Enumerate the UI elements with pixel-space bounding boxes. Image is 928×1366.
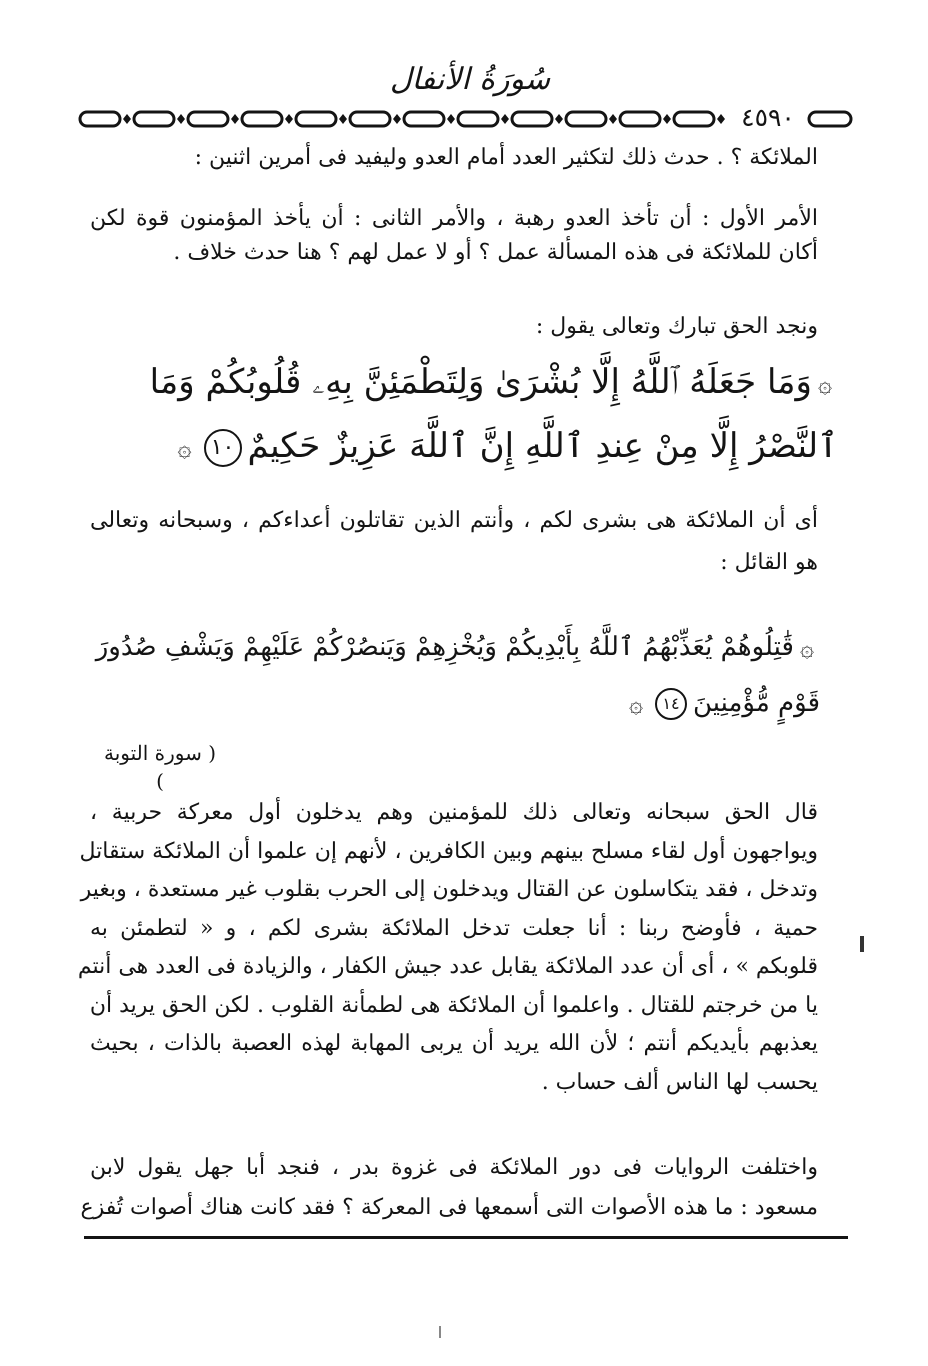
text-line: يا من خرجتم للقتال . واعلموا أن الملائكة هى لطمأنة القلوب . لكن الحق يريد أن — [89, 992, 818, 1018]
chain-link — [404, 112, 444, 126]
text-line: أى أن الملائكة هى بشرى لكم ، وأنتم الذين تقاتلون أعداءكم ، وسبحانه وتعالى — [90, 508, 819, 533]
paragraph-4 — [90, 506, 818, 578]
chain-diamond — [177, 114, 185, 124]
verse-text: وَمَا جَعَلَهُ ٱللَّهُ إِلَّا بُشْرَىٰ وَلِتَطْمَئِنَّ بِهِۦ قُلُوبُكُمْ وَمَا — [149, 362, 812, 402]
chain-link — [242, 112, 282, 126]
decorative-border-end — [806, 108, 854, 130]
paragraph-2 — [90, 204, 818, 268]
chain-diamond — [285, 114, 293, 124]
verse-close-ornament: ۞ — [177, 434, 192, 462]
text-line: هو القائل : — [720, 550, 818, 575]
chain-link — [458, 112, 498, 126]
chain-diamond — [555, 114, 563, 124]
chain-link — [620, 112, 660, 126]
decorative-border — [78, 108, 728, 130]
text-line: قال الحق سبحانه وتعالى ذلك للمؤمنين وهم يدخلون أول معركة حربية ، — [90, 800, 818, 825]
text-line: حمية ، فأوضح ربنا : أنا جعلت تدخل الملائكة بشرى لكم ، و « لتطمئن به — [90, 915, 818, 941]
chain-diamond — [717, 114, 725, 124]
margin-mark — [860, 936, 864, 952]
ayah-number-badge: ١٤ — [655, 688, 687, 720]
verse-text: قَٰتِلُوهُمْ يُعَذِّبْهُمُ ٱللَّهُ بِأَيْدِيكُمْ وَيُخْزِهِمْ وَيَنصُرْكُمْ عَلَيْهِمْ وَيَشْفِ صُدُورَ — [95, 632, 794, 662]
chain-link — [134, 112, 174, 126]
quran-verse-line-2 — [170, 424, 838, 470]
chain-link — [566, 112, 606, 126]
chain-diamond — [501, 114, 509, 124]
verse-text: قَوْمٍ مُّؤْمِنِينَ — [693, 688, 820, 718]
verse-close-ornament: ۞ — [628, 690, 643, 718]
chain-diamond — [231, 114, 239, 124]
quran-verse2-line-1 — [95, 630, 820, 665]
paragraph-5 — [77, 794, 818, 1102]
text-line: الملائكة ؟ . حدث ذلك لتكثير العدد أمام العدو وليفيد فى أمرين اثنين : — [194, 145, 818, 170]
chain-diamond — [393, 114, 401, 124]
verse-open-ornament: ۞ — [817, 370, 832, 398]
chain-diamond — [447, 114, 455, 124]
chain-link — [350, 112, 390, 126]
text-line: الأمر الأول : أن تأخذ العدو رهبة ، والأمر الثانى : أن يأخذ المؤمنون قوة لكن — [90, 206, 818, 231]
chain-link — [296, 112, 336, 126]
text-line: ويواجهون أول لقاء مسلح بينهم وبين الكافرين ، لأنهم إن علموا أن الملائكة ستقاتل — [79, 838, 818, 864]
text-line: واختلفت الروايات فى دور الملائكة فى غزوة بدر ، فنجد أبا جهل يقول لابن — [90, 1155, 818, 1180]
chain-diamond — [609, 114, 617, 124]
text-line: وتدخل ، فقد يتكاسلون عن القتال ويدخلون إلى الحرب بقلوب غير مستعدة ، وبغير — [80, 877, 818, 902]
verse-open-ornament: ۞ — [799, 634, 814, 662]
chain-diamond — [663, 114, 671, 124]
text-line: يحسب لها الناس ألف حساب . — [541, 1069, 818, 1095]
verse-text: ٱلنَّصْرُ إِلَّا مِنْ عِندِ ٱللَّهِ إِنَّ ٱللَّهَ عَزِيزٌ حَكِيمٌ — [247, 426, 838, 466]
chain-diamond — [339, 114, 347, 124]
verse-source: ( سورة التوبة ) — [103, 741, 217, 793]
paragraph-3 — [90, 312, 818, 342]
page-speck — [439, 1326, 441, 1338]
paragraph-6 — [80, 1148, 818, 1228]
text-line: ونجد الحق تبارك وتعالى يقول : — [535, 314, 818, 339]
quran-verse-line-1 — [149, 360, 838, 406]
quran-verse2-line-2 — [560, 686, 820, 721]
ayah-number-badge: ١٠ — [204, 429, 242, 467]
chain-link — [188, 112, 228, 126]
chain-link — [80, 112, 120, 126]
text-line: يعذبهم بأيديكم أنتم ؛ لأن الله يريد أن يربى المهابة لهذه العصبة بالذات ، بحيث — [90, 1031, 818, 1056]
bottom-rule — [84, 1236, 848, 1239]
text-line: مسعود : ما هذه الأصوات التى أسمعها فى المعركة ؟ فقد كانت هناك أصوات تُفزع — [80, 1195, 818, 1220]
text-line: أكان للملائكة فى هذه المسألة عمل ؟ أو لا عمل لهم ؟ هنا حدث خلاف . — [173, 240, 818, 265]
page-number: ٤٥٩٠ — [741, 103, 795, 132]
chain-link — [512, 112, 552, 126]
text-line: قلوبكم » ، أى أن عدد الملائكة يقابل عدد جيش الكفار ، والزيادة فى العدد هى أنتم — [77, 954, 818, 979]
chain-diamond — [123, 114, 131, 124]
chain-link — [674, 112, 714, 126]
surah-title: سُورَةُ الأنفال — [389, 62, 551, 97]
paragraph-1 — [90, 143, 818, 173]
